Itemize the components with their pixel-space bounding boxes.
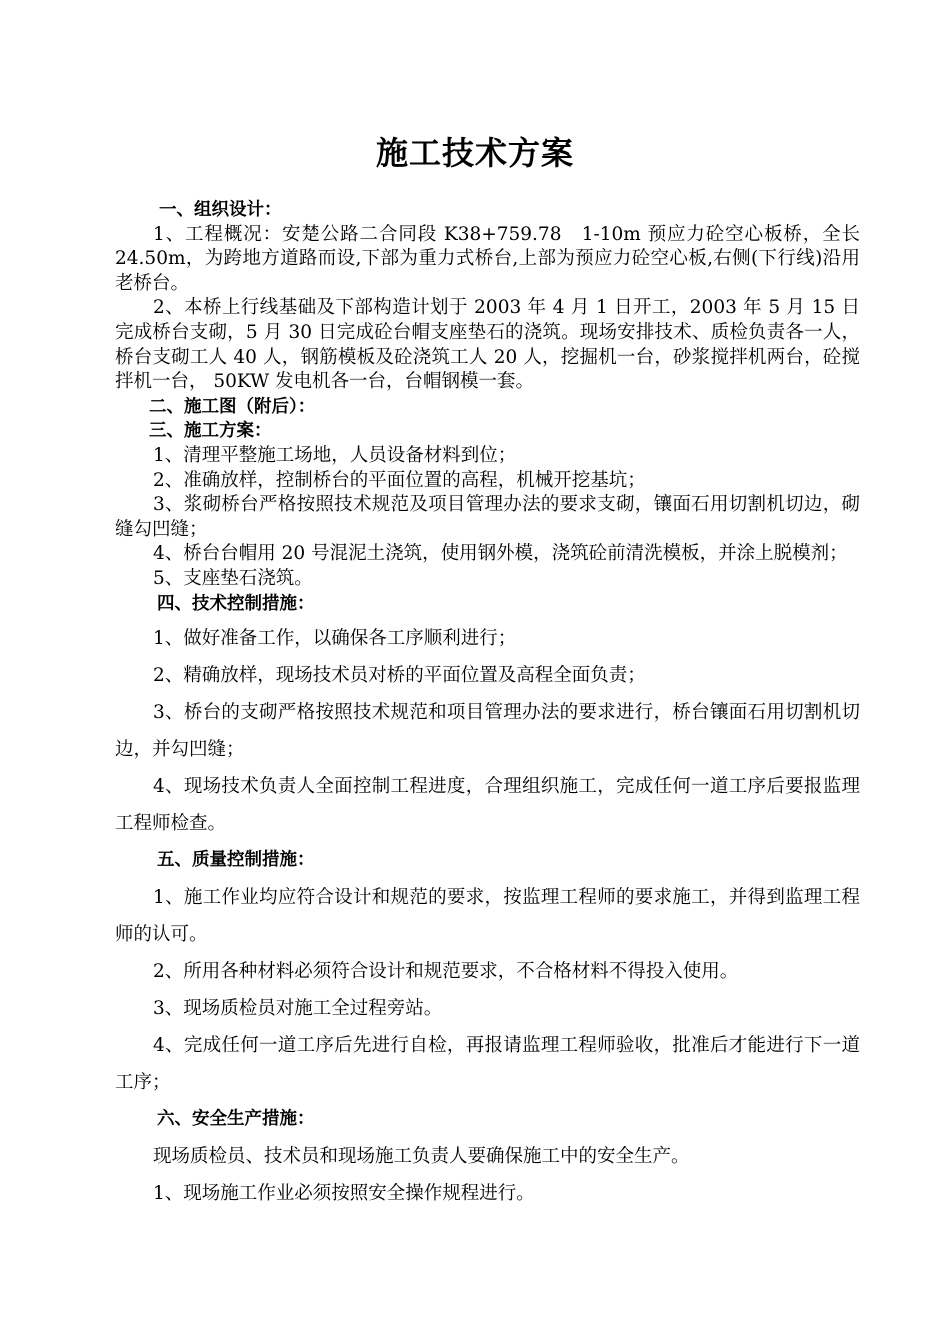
section-heading-construction-plan: 三、施工方案： (149, 421, 272, 442)
list-item: 4、桥台台帽用 20 号混泥土浇筑，使用钢外模，浇筑砼前清洗模板，并涂上脱模剂； (153, 543, 848, 565)
section-heading-drawings: 二、施工图（附后）： (149, 396, 316, 417)
document-body (115, 198, 860, 1212)
list-item: 4、现场技术负责人全面控制工程进度，合理组织施工，完成任何一道工序后要报监理工程师检查。 (115, 776, 860, 835)
section-heading-safety: 六、安全生产措施： (157, 1109, 315, 1130)
list-item: 5、支座垫石浇筑。 (153, 567, 313, 589)
list-item: 3、桥台的支砌严格按照技术规范和项目管理办法的要求进行，桥台镶面石用切割机切边，并勾凹缝； (115, 702, 860, 761)
list-item: 1、施工作业均应符合设计和规范的要求，按监理工程师的要求施工，并得到监理工程师的认可。 (115, 887, 860, 946)
list-item: 3、浆砌桥台严格按照技术规范及项目管理办法的要求支砌，镶面石用切割机切边，砌缝勾凹缝； (115, 494, 860, 540)
section-heading-quality-control: 五、质量控制措施： (157, 850, 315, 871)
paragraph-project-overview: 1、工程概况：安楚公路二合同段 K38+759.78 1-10m 预应力砼空心板桥，全长 24.50m，为跨地方道路而设,下部为重力式桥台,上部为预应力砼空心板,右侧(下行线)沿用老桥台。 (115, 223, 860, 294)
list-item: 3、现场质检员对施工全过程旁站。 (153, 998, 443, 1020)
list-item: 1、清理平整施工场地，人员设备材料到位； (153, 444, 517, 466)
list-item: 2、准确放样，控制桥台的平面位置的高程，机械开挖基坑； (153, 469, 646, 491)
paragraph-schedule: 2、本桥上行线基础及下部构造计划于 2003 年 4 月 1 日开工，2003 年 5 月 15 日完成桥台支砌，5 月 30 日完成砼台帽支座垫石的浇筑。现场安排技术、质检负责各一人，桥台支砌工人 40 人，钢筋模板及砼浇筑工人 20 人，挖掘机一台，砂浆搅拌机两台，砼搅拌机一台， 50KW 发电机各一台，台帽钢模一套。 (115, 297, 860, 393)
section-heading-technical-control: 四、技术控制措施： (157, 593, 315, 614)
section-heading-organization: 一、组织设计： (159, 200, 282, 220)
list-item: 1、现场施工作业必须按照安全操作规程进行。 (153, 1183, 535, 1205)
list-item: 2、所用各种材料必须符合设计和规范要求，不合格材料不得投入使用。 (153, 961, 739, 983)
document-title: 施工技术方案 (375, 134, 574, 172)
list-item: 2、精确放样，现场技术员对桥的平面位置及高程全面负责； (153, 665, 646, 687)
list-item: 4、完成任何一道工序后先进行自检，再报请监理工程师验收，批准后才能进行下一道工序； (115, 1035, 860, 1094)
list-item: 1、做好准备工作，以确保各工序顺利进行； (153, 628, 517, 650)
paragraph-safety-intro: 现场质检员、技术员和现场施工负责人要确保施工中的安全生产。 (153, 1146, 690, 1168)
